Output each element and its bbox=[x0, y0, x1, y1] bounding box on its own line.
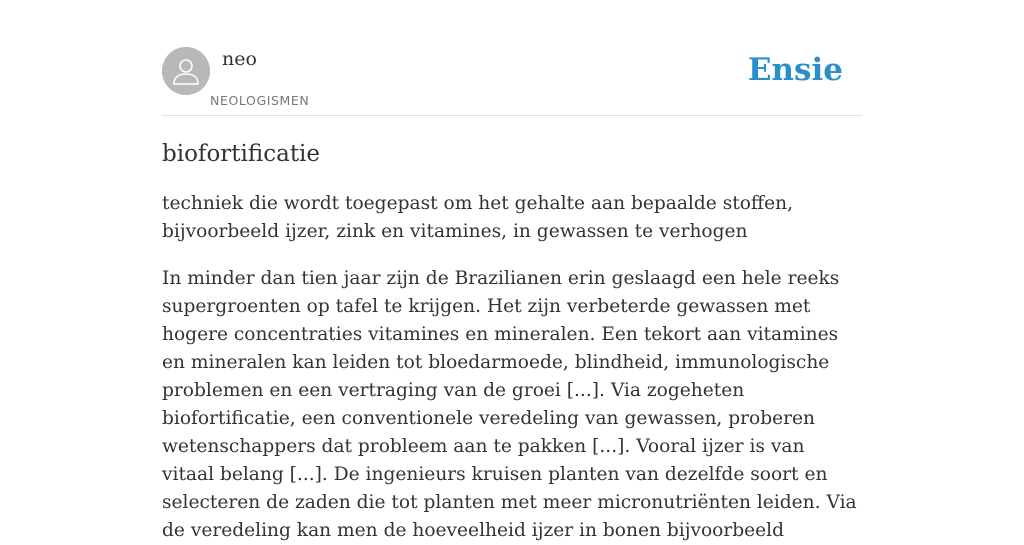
author-name-link[interactable]: neo bbox=[222, 48, 257, 70]
entry-page bbox=[162, 0, 862, 545]
author-category: NEOLOGISMEN bbox=[210, 93, 310, 108]
entry-word: biofortificatie bbox=[162, 141, 321, 167]
user-avatar-icon[interactable] bbox=[162, 47, 210, 95]
brand-logo[interactable]: Ensie bbox=[747, 52, 843, 88]
entry-definition: techniek die wordt toegepast om het gehalte aan bepaalde stoffen, bijvoorbeeld ijzer, zink en vitamines, in gewassen te verhogen bbox=[162, 193, 794, 242]
entry-header bbox=[162, 47, 862, 116]
entry-example: In minder dan tien jaar zijn de Brazilianen erin geslaagd een hele reeks supergroenten op tafel te krijgen. Het zijn verbeterde gewassen met hogere concentraties vitamines en mineralen. Een tekort aan vitamines en mineralen kan leiden tot bloedarmoede, blindheid, immunologische problemen en een vertraging van de groei [...]. Via zogeheten biofortificatie, een conventionele veredeling van gewassen, proberen wetenschappers dat probleem aan te pakken [...]. Vooral ijzer is van vitaal belang [...]. De ingenieurs kruisen planten van dezelfde soort en selecteren de zaden die tot planten met meer micronutriënten leiden. Via de veredeling kan men de hoeveelheid ijzer in bonen bijvoorbeeld bbox=[162, 268, 857, 541]
